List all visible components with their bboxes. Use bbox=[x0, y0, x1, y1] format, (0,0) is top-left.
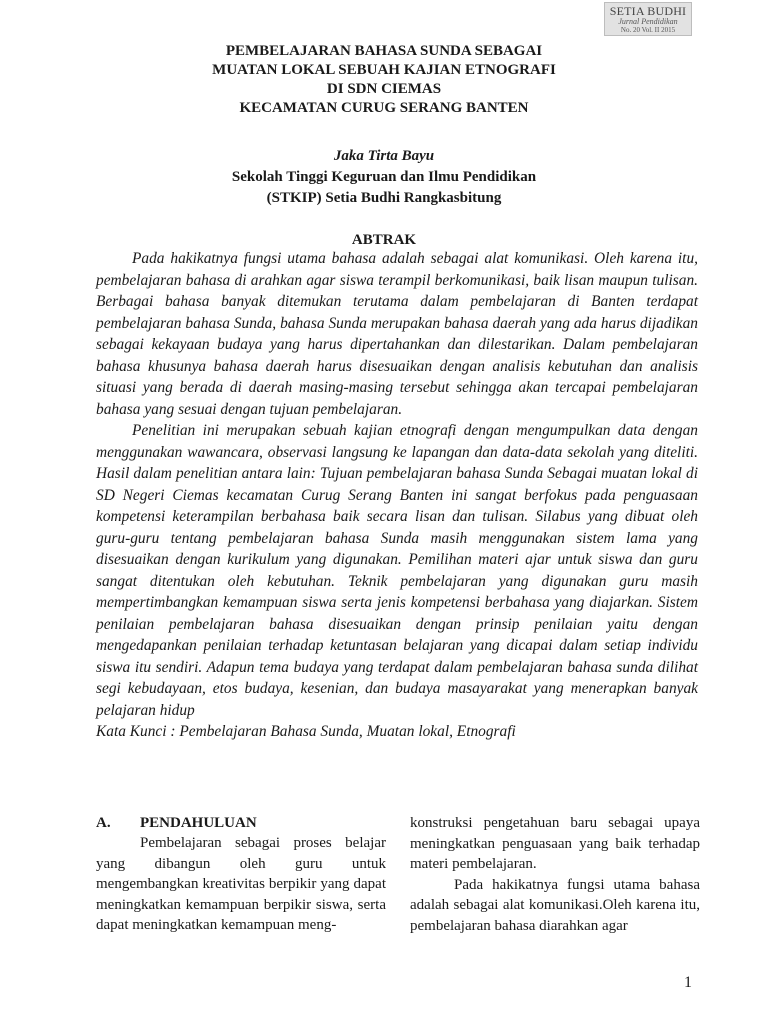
body-paragraph-left: Pembelajaran sebagai proses belajar yang dibangun oleh guru untuk mengembangkan kreativitas berpikir yang dapat meningkatkan kemampuan berpikir siswa, serta dapat meningkatkan kemampuan meng- bbox=[96, 835, 386, 933]
journal-subtitle: Jurnal Pendidikan bbox=[618, 17, 678, 26]
title-line-2: MUATAN LOKAL SEBUAH KAJIAN ETNOGRAFI bbox=[212, 62, 556, 78]
section-heading bbox=[96, 813, 386, 833]
author-name: Jaka Tirta Bayu bbox=[333, 148, 435, 164]
title-line-3: DI SDN CIEMAS bbox=[326, 81, 442, 97]
body-paragraph-right-2: Pada hakikatnya fungsi utama bahasa adalah sebagai alat komunikasi.Oleh karena itu, pembelajaran bahasa diarahkan agar bbox=[410, 876, 700, 934]
abstract-paragraph-2: Penelitian ini merupakan sebuah kajian etnografi dengan mengumpulkan data dengan menggunakan wawancara, observasi langsung ke lapangan dan data-data sekolah yang diteliti. Hasil dalam penelitian antara lain: Tujuan pembelajaran bahasa Sunda Sebagai muatan lokal di SD Negeri Ciemas kecamatan Curug Serang Banten ini sangat berfokus pada penguasaan kompetensi keterampilan berbahasa baik secara lisan dan tulisan. Silabus yang dibuat oleh guru-guru tentang pembelajaran bahasa Sunda masih menggunakan sistem lama yang disesuaikan dengan kurikulum yang digunakan. Pemilihan materi ajar untuk siswa dan guru sangat ditentukan oleh kebutuhan. Teknik pembelajaran yang digunakan guru masih mempertimbangkan kemampuan siswa serta jenis kompetensi berbahasa yang diajarkan. Sistem penilaian pembelajaran bahasa disesuaikan dengan prinsip penilaian yaitu dengan mengedapankan penilaian terhadap ketuntasan belajaran yang dicapai dalam setiap individu siswa itu sendiri. Adapun tema budaya yang terdapat dalam pembelajaran bahasa sunda dilihat segi kebudayaan, etos budaya, kesenian, dan budaya masayarakat yang menerapkan banyak pelajaran hidup bbox=[96, 422, 698, 719]
author-affiliation-2: (STKIP) Setia Budhi Rangkasbitung bbox=[266, 190, 502, 206]
journal-name: SETIA BUDHI bbox=[609, 4, 687, 18]
abstract-heading: ABTRAK bbox=[351, 232, 417, 248]
body-column-right bbox=[410, 813, 700, 936]
page-number: 1 bbox=[684, 974, 692, 991]
section-number: A. bbox=[96, 815, 111, 831]
journal-issue: No. 20 Vol. II 2015 bbox=[620, 26, 676, 34]
author-affiliation-1: Sekolah Tinggi Keguruan dan Ilmu Pendidikan bbox=[231, 169, 537, 185]
paper-title bbox=[60, 42, 708, 118]
title-line-4: KECAMATAN CURUG SERANG BANTEN bbox=[239, 100, 529, 116]
abstract-paragraph-1: Pada hakikatnya fungsi utama bahasa adalah sebagai alat komunikasi. Oleh karena itu, pembelajaran bahasa di arahkan agar siswa terampil berkomunikasi, baik lisan maupun tulisan. Berbagai bahasa banyak ditemukan terutama dalam pembelajaran di Banten terdapat pembelajaran bahasa Sunda, bahasa Sunda merupakan bahasa daerah yang ada harus dijadikan sebagai kekayaan budaya yang harus dipertahankan dan dilestarikan. Dalam pembelajaran bahasa khusunya bahasa daerah harus disesuaikan dengan analisis kebutuhan dan analisis situasi yang berada di daerah masing-masing tersebut sehingga akan tercapai pembelajaran bahasa yang sesuai dengan tujuan pembelajaran. bbox=[96, 250, 698, 418]
abstract-keywords: Kata Kunci : Pembelajaran Bahasa Sunda, Muatan lokal, Etnografi bbox=[96, 723, 516, 740]
body-paragraph-right-1: konstruksi pengetahuan baru sebagai upaya meningkatkan penguasaan yang baik terhadap materi pembelajaran. bbox=[410, 815, 700, 872]
title-line-1: PEMBELAJARAN BAHASA SUNDA SEBAGAI bbox=[225, 43, 543, 59]
abstract-body bbox=[96, 248, 698, 743]
body-column-left bbox=[96, 813, 386, 936]
journal-badge bbox=[604, 2, 692, 36]
author-block bbox=[60, 146, 708, 209]
section-title: PENDAHULUAN bbox=[140, 815, 257, 831]
